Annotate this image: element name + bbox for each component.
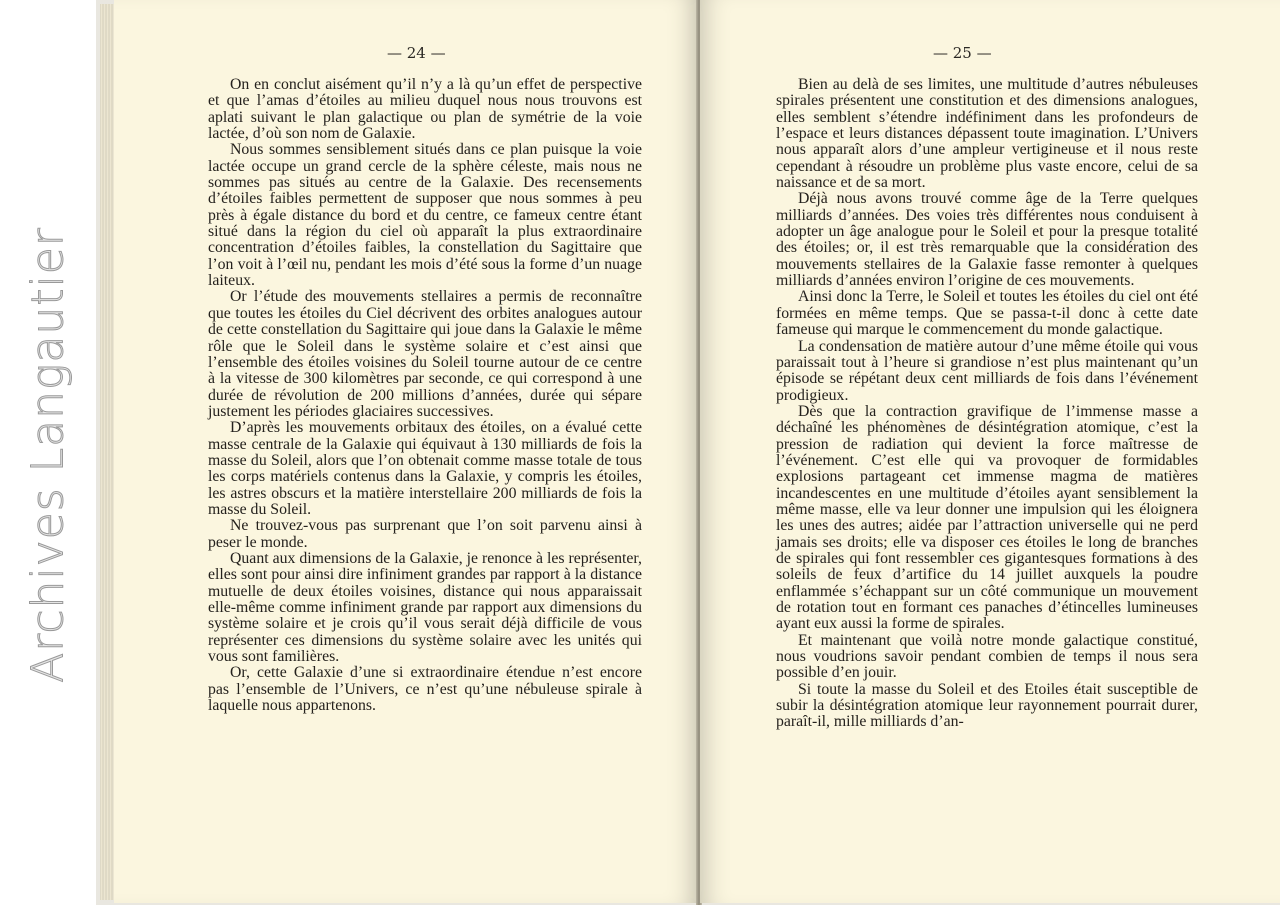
paragraph: Or, cette Galaxie d’une si extraordinaire étendue n’est encore pas l’ensemble de l’Univers, ce n’est qu’une nébuleuse spirale à laquelle nous appartenons.: [208, 664, 642, 715]
paragraph: Et maintenant que voilà notre monde galactique constitué, nous voudrions savoir pendant combien de temps il nous sera possible d’en jouir.: [776, 631, 1198, 682]
paragraph: Or l’étude des mouvements stellaires a permis de reconnaître que toutes les étoiles du Ciel décrivent des orbites analogues autour de cette constellation du Sagittaire qui joue dans la Galaxie le même rôle que le Soleil dans le système solaire et c’est ainsi que l’ensemble des étoiles voisines du Soleil tourne autour de ce centre à la vitesse de 300 kilomètres par seconde, ce qui correspond à une durée de révolution de 200 millions d’années, durée qui sépare justement les périodes glaciaires successives.: [208, 288, 642, 420]
paragraph: D’après les mouvements orbitaux des étoiles, on a évalué cette masse centrale de la Galaxie qui équivaut à 130 milliards de fois la masse du Soleil, alors que l’on obtenait comme masse totale de tous les corps matériels contenus dans la Galaxie, y compris les étoiles, les astres obscurs et la matière interstellaire 200 milliards de fois la masse du Soleil.: [208, 419, 642, 518]
paragraph: Bien au delà de ses limites, une multitude d’autres nébuleuses spirales présentent une constitution et des dimensions analogues, elles semblent s’étendre indéfiniment dans les profondeurs de l’espace et leurs distances dépassent toute imagination. L’Univers nous apparaît alors d’une ampleur vertigineuse et il nous reste cependant à résoudre un problème plus vaste encore, celui de sa naissance et de sa mort.: [776, 76, 1198, 192]
page-body: [776, 77, 1198, 731]
right-page: [700, 0, 1280, 903]
left-page: [114, 0, 698, 903]
paragraph: Si toute la masse du Soleil et des Etoiles était susceptible de subir la désintégration atomique leur rayonnement pourrait durer, paraît-il, mille milliards d’an-: [776, 680, 1198, 731]
paragraph: Nous sommes sensiblement situés dans ce plan puisque la voie lactée occupe un grand cercle de la sphère céleste, mais nous ne sommes pas situés au centre de la Galaxie. Des recensements d’étoiles faibles permettent de supposer que nous sommes à peu près à égale distance du bord et du centre, ce fameux centre étant situé dans la région du ciel où apparaît la plus extraordinaire concentration d’étoiles faibles, la constellation du Sagittaire que l’on voit à l’œil nu, pendant les mois d’été sous la forme d’un nuage laiteux.: [208, 141, 642, 290]
page-number: — 25 —: [933, 44, 992, 62]
paragraph: Déjà nous avons trouvé comme âge de la Terre quelques milliards d’années. Des voies très différentes nous conduisent à adopter un âge analogue pour le Soleil et pour la presque totalité des étoiles; or, il est très remarquable que la considération des mouvements stellaires de la Galaxie fasse remonter à quelques milliards d’années environ l’origine de ces mouvements.: [776, 190, 1198, 290]
paragraph: Ne trouvez-vous pas surprenant que l’on soit parvenu ainsi à peser le monde.: [208, 517, 642, 551]
archive-watermark: [0, 0, 96, 905]
page-edges: [100, 4, 114, 900]
open-book: [96, 0, 1280, 905]
paragraph: Ainsi donc la Terre, le Soleil et toutes les étoiles du ciel ont été formées en même temps. Que se passa-t-il donc à cette date fameuse qui marque le commencement du monde galactique.: [776, 288, 1198, 339]
paragraph: La condensation de matière autour d’une même étoile qui vous paraissait tout à l’heure si grandiose n’est plus maintenant qu’un épisode se répétant deux cent milliards de fois dans l’événement prodigieux.: [776, 337, 1198, 404]
page-number: — 24 —: [387, 44, 446, 62]
watermark-text: Archives Langautier: [22, 227, 74, 683]
paragraph: Quant aux dimensions de la Galaxie, je renonce à les représenter, elles sont pour ainsi dire infiniment grandes par rapport à la distance mutuelle de deux étoiles voisines, distance qui nous apparaissait elle-même comme infiniment grande par rapport aux dimensions du système solaire et je crois qu’il vous serait déjà difficile de vous représenter ces dimensions du système solaire avec les unités qui vous sont familières.: [208, 549, 642, 666]
paragraph: On en conclut aisément qu’il n’y a là qu’un effet de perspective et que l’amas d’étoiles au milieu duquel nous nous trouvons est aplati suivant le plan galactique ou plan de symétrie de la voie lactée, d’où son nom de Galaxie.: [208, 76, 642, 143]
page-body: [208, 77, 642, 714]
paragraph: Dès que la contraction gravifique de l’immense masse a déchaîné les phénomènes de désintégration atomique, c’est la pression de radiation qui devient la force maîtresse de l’événement. C’est elle qui va provoquer de formidables explosions partageant cet immense magma de matières incandescentes en une multitude d’étoiles ayant sensiblement la même masse, elle va leur donner une impulsion qui les éloignera les unes des autres; aidée par l’attraction universelle qui ne perd jamais ses droits; elle va disposer ces étoiles le long de branches de spirales qui font ressembler ces gigantesques formations à des soleils de feux d’artifice du 14 juillet auxquels la poudre enflammée s’échappant sur un côté communique un mouvement de rotation tout en formant ces panaches d’étincelles lumineuses ayant eux aussi la forme de spirales.: [776, 402, 1198, 633]
